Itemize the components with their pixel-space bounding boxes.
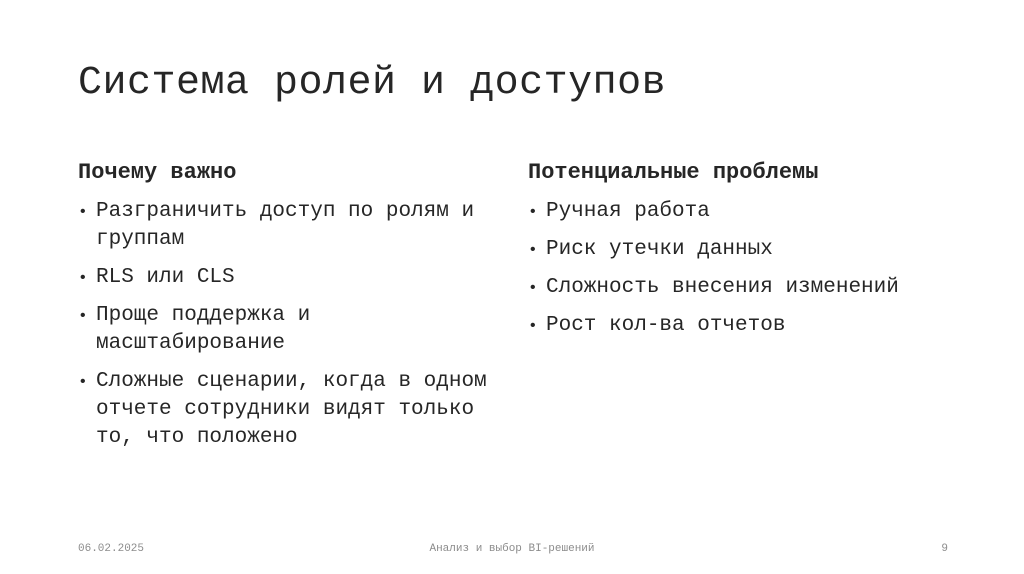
- left-column-heading: Почему важно: [78, 160, 237, 185]
- left-column: [78, 158, 508, 462]
- list-item: [528, 236, 946, 264]
- list-item: [528, 312, 946, 340]
- list-item-text: Сложные сценарии, когда в одном отчете сотрудники видят только то, что положено: [96, 370, 487, 449]
- list-item: [78, 368, 496, 452]
- right-column-heading: Потенциальные проблемы: [528, 160, 819, 185]
- bullet-icon: •: [78, 373, 88, 391]
- bullet-icon: •: [528, 317, 538, 335]
- right-bullet-list: [528, 198, 958, 340]
- list-item: [78, 302, 496, 358]
- list-item-text: Проще поддержка и масштабирование: [96, 304, 311, 355]
- bullet-icon: •: [78, 203, 88, 221]
- bullet-icon: •: [528, 279, 538, 297]
- list-item: [78, 264, 496, 292]
- list-item: [78, 198, 496, 254]
- bullet-icon: •: [528, 203, 538, 221]
- list-item: [528, 274, 946, 302]
- list-item-text: Сложность внесения изменений: [546, 276, 899, 299]
- list-item-text: Рост кол-ва отчетов: [546, 314, 786, 337]
- list-item-text: Риск утечки данных: [546, 238, 773, 261]
- slide-title: Система ролей и доступов: [78, 61, 667, 106]
- footer-title: Анализ и выбор BI-решений: [429, 543, 595, 555]
- page-number: 9: [941, 543, 948, 555]
- footer-date: 06.02.2025: [78, 543, 145, 555]
- left-bullet-list: [78, 198, 508, 452]
- bullet-icon: •: [528, 241, 538, 259]
- bullet-icon: •: [78, 269, 88, 287]
- list-item: [528, 198, 946, 226]
- bullet-icon: •: [78, 307, 88, 325]
- list-item-text: Разграничить доступ по ролям и группам: [96, 200, 475, 251]
- list-item-text: RLS или CLS: [96, 266, 235, 289]
- list-item-text: Ручная работа: [546, 200, 710, 223]
- right-column: [528, 158, 958, 350]
